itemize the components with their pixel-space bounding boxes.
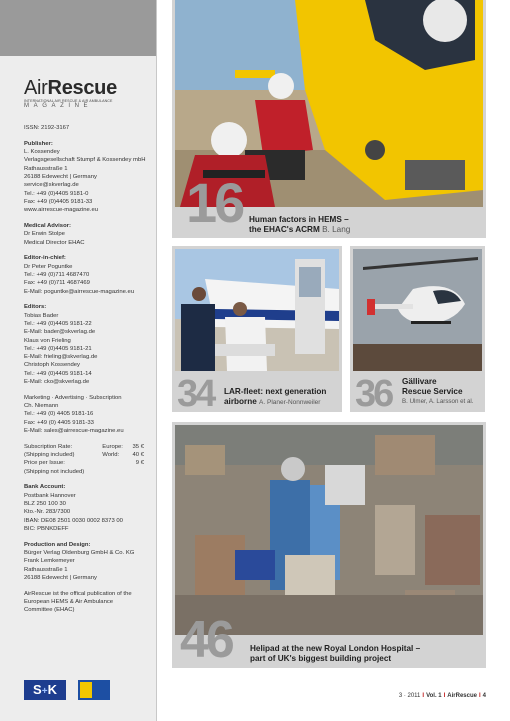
editors-email-link[interactable]: E-Mail: frieling@skverlag.de [24,354,98,361]
medical-advisor-line: Medical Director EHAC [24,239,85,246]
page-footer [399,693,486,699]
footer-separator: I [422,693,425,699]
production-line: 26188 Edewecht | Germany [24,574,97,581]
editor-in-chief-block [24,254,150,295]
production-line: Bürger Verlag Oldenburg GmbH & Co. KG [24,550,135,557]
publisher-line: Fax: +49 (0)4405 9181-33 [24,198,93,205]
production-line: Frank Lemkemeyer [24,558,75,565]
page-number: 46 [180,611,232,669]
ehac-logo [78,680,110,700]
article-title-line1: Gällivare [402,377,437,386]
editor-in-chief-line: Tel.: +49 (0)711 4687470 [24,271,90,278]
publisher-heading: Publisher: [24,140,53,147]
medical-advisor-line: Dr Erwin Stolpe [24,231,65,238]
editors-line: Tel.: +49 (0)4405 9181-22 [24,320,92,327]
publisher-line: Rathausstraße 1 [24,165,68,172]
marketing-heading: Marketing · Advertising · Subscription [24,394,122,401]
rates-block [24,443,150,476]
medical-advisor-heading: Medical Advisor: [24,222,71,229]
bank-line: IBAN: DE08 2501 0030 0002 8373 00 [24,517,123,524]
editor-in-chief-line: Fax: +49 (0)711 4687469 [24,280,90,287]
bank-line: BIC: PBNKDEFF [24,525,69,532]
editors-email-link[interactable]: E-Mail: bader@skverlag.de [24,329,96,336]
editors-line: Tobias Bader [24,312,59,319]
editors-line: Klaus von Frieling [24,337,71,344]
aircraft-patient-illustration [175,249,339,371]
marketing-email-link[interactable]: E-Mail: sales@airrescue-magazine.eu [24,428,124,434]
logo-name-light: Air [24,77,48,99]
rates-region: Europe: [102,443,123,450]
article-title [224,387,340,408]
page-number: 34 [177,373,214,415]
editors-heading: Editors: [24,304,47,311]
editor-in-chief-email-link[interactable]: E-Mail: poguntke@airrescue-magazine.eu [24,288,135,295]
rates-row [24,459,144,467]
medical-advisor-block [24,222,150,247]
rates-label: Subscription Rate: [24,443,73,450]
footer-page-number: 4 [482,693,486,699]
logo-name-bold: Rescue [47,77,117,99]
aircraft-patient-photo [175,249,339,371]
footer-issue: 3 · 2011 [398,693,421,699]
marketing-line: Ch. Niemann [24,403,59,410]
article-card-46[interactable] [172,422,486,668]
hospital-aerial-illustration [175,425,483,635]
publisher-logos [24,680,114,702]
editors-email-link[interactable]: E-Mail: cko@skverlag.de [24,379,90,386]
rates-region [102,459,129,467]
footer-separator: I [478,693,481,699]
marketing-line: Tel.: +49 (0) 4405 9181-16 [24,411,94,418]
magazine-logo [24,78,150,109]
production-line: Rathausstraße 1 [24,566,68,573]
publisher-line: Tel.: +49 (0)4405 9181-0 [24,190,89,197]
rescue-helicopter-photo [353,249,482,371]
rates-label: (Shipping included) [24,452,75,459]
editor-in-chief-heading: Editor-in-chief: [24,255,66,262]
bank-line: Kto.-Nr. 283/7300 [24,509,71,516]
article-title-line2: part of UK's biggest building project [250,654,392,663]
editors-line: Tel.: +49 (0)4405 9181-14 [24,370,92,377]
publisher-line: Verlagsgesellschaft Stumpf & Kossendey mbH [24,157,146,164]
rates-price: 35 € [132,443,144,450]
rates-row [24,451,144,459]
article-title [402,377,484,407]
rates-label: Price per Issue: [24,460,65,467]
article-card-34[interactable] [172,246,342,415]
sk-letter-k: K [47,682,57,697]
publisher-website-link[interactable]: www.airrescue-magazine.eu [24,207,98,214]
marketing-line: Fax: +49 (0) 4405 9181-33 [24,419,94,426]
article-title-line1: Helipad at the new Royal London Hospital – [250,644,421,653]
official-note: AirRescue ist the offical publication of the European HEMS & Air Ambulance Committee (EHAC) [24,590,132,614]
editors-line: Tel.: +49 (0)4405 9181-21 [24,345,92,352]
article-title [249,215,350,235]
footer-volume: Vol. 1 [426,693,442,699]
article-title [250,644,484,664]
rates-region [102,468,129,476]
ehac-star-icon [80,682,92,698]
page-number: 36 [355,373,392,415]
article-title-line1: LAR-fleet: next generation [224,387,327,396]
rates-row [24,468,144,476]
publisher-line: L. Kossendey [24,149,60,156]
issn: ISSN: 2192-3167 [24,125,70,131]
publisher-line: 26188 Edewecht | Germany [24,173,97,180]
article-author: A. Planer-Nonnweiler [259,399,321,406]
production-block [24,541,150,582]
rates-region: World: [102,452,120,459]
sidebar-header-band [0,0,156,56]
imprint-sidebar [0,0,156,721]
publisher-email-link[interactable]: service@skverlag.de [24,182,79,189]
editor-in-chief-line: Dr Peter Poguntke [24,263,73,270]
sk-plus: + [41,686,48,697]
publisher-block [24,140,150,215]
logo-subtitle: INTERNATIONAL AIR RESCUE & AIR AMBULANCE [24,99,113,103]
rates-price: 40 € [132,452,144,459]
article-author: B. Ulmer, A. Larsson et al. [402,398,474,405]
rescue-helicopter-illustration [353,249,482,371]
article-author: B. Lang [322,225,351,234]
article-title-line2: Rescue Service [402,387,463,396]
marketing-block [24,394,150,435]
editors-line: Christoph Kossendey [24,362,80,369]
rates-label: (Shipping not included) [24,468,85,475]
article-card-36[interactable] [350,246,485,415]
article-title-line2: the EHAC's ACRM [249,225,320,234]
bank-heading: Bank Account: [24,484,66,491]
footer-magazine-name: AirRescue [447,693,477,699]
rates-price [129,468,144,476]
hospital-aerial-photo [175,425,483,635]
page-number: 16 [186,171,243,234]
bank-line: Postbank Hannover [24,492,76,499]
production-heading: Production and Design: [24,541,91,548]
sk-letter-s: S [33,682,42,697]
imprint-text [24,124,150,622]
logo-subtitle-magazine: MAGAZINE [24,103,93,109]
article-title-line2: airborne [224,397,257,406]
sidebar-divider [156,0,157,721]
footer-separator: I [443,693,446,699]
bank-block [24,483,150,533]
editors-block [24,303,150,386]
sk-verlag-logo [24,680,66,700]
rates-table [24,443,144,476]
article-title-line1: Human factors in HEMS – [249,215,349,224]
bank-line: BLZ 250 100 30 [24,501,66,508]
rates-row [24,443,144,451]
article-card-16[interactable] [172,0,486,238]
rates-price: 9 € [135,460,144,467]
